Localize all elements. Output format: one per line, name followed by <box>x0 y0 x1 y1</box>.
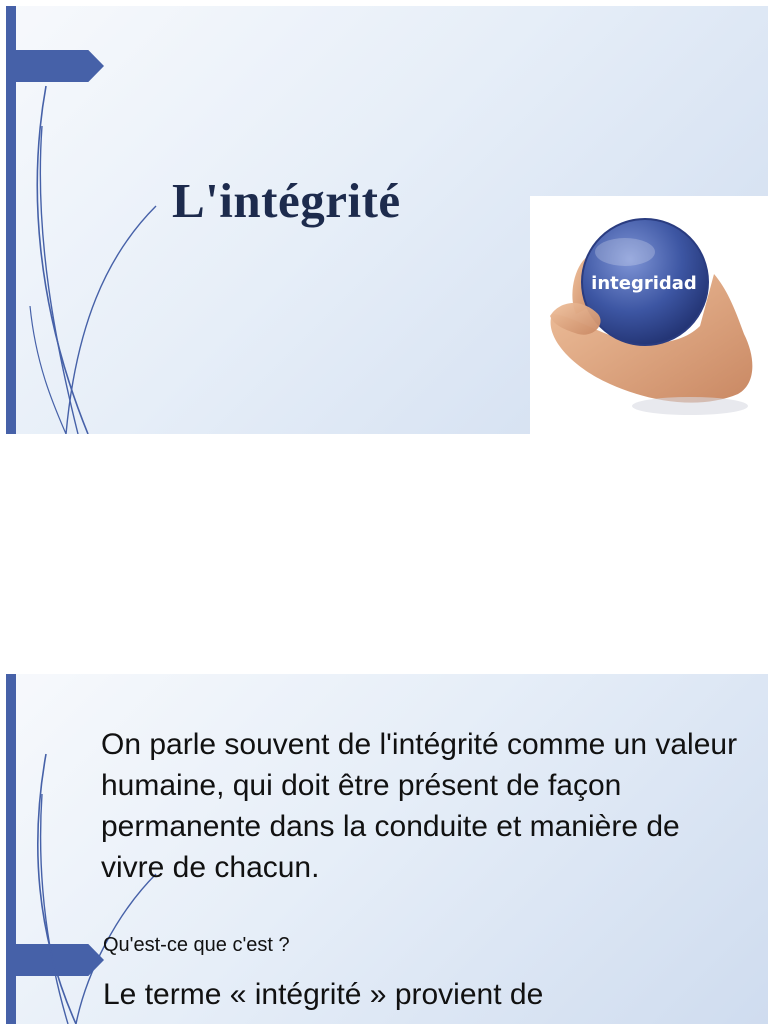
sphere-caption: integridad <box>591 273 697 294</box>
title-slide <box>6 6 768 434</box>
content-slide <box>6 674 768 1024</box>
slide-title: L'intégrité <box>172 173 401 228</box>
slide-paragraph-continued: Le terme « intégrité » provient de <box>103 978 544 1011</box>
integrity-image <box>530 196 768 434</box>
slide-question: Qu'est-ce que c'est ? <box>103 934 290 956</box>
slide-paragraph: On parle souvent de l'intégrité comme un valeur humaine, qui doit être présent de façon permanente dans la conduite et manière de vivre de chacun. <box>101 728 738 884</box>
hand-holding-sphere-icon <box>530 196 768 434</box>
